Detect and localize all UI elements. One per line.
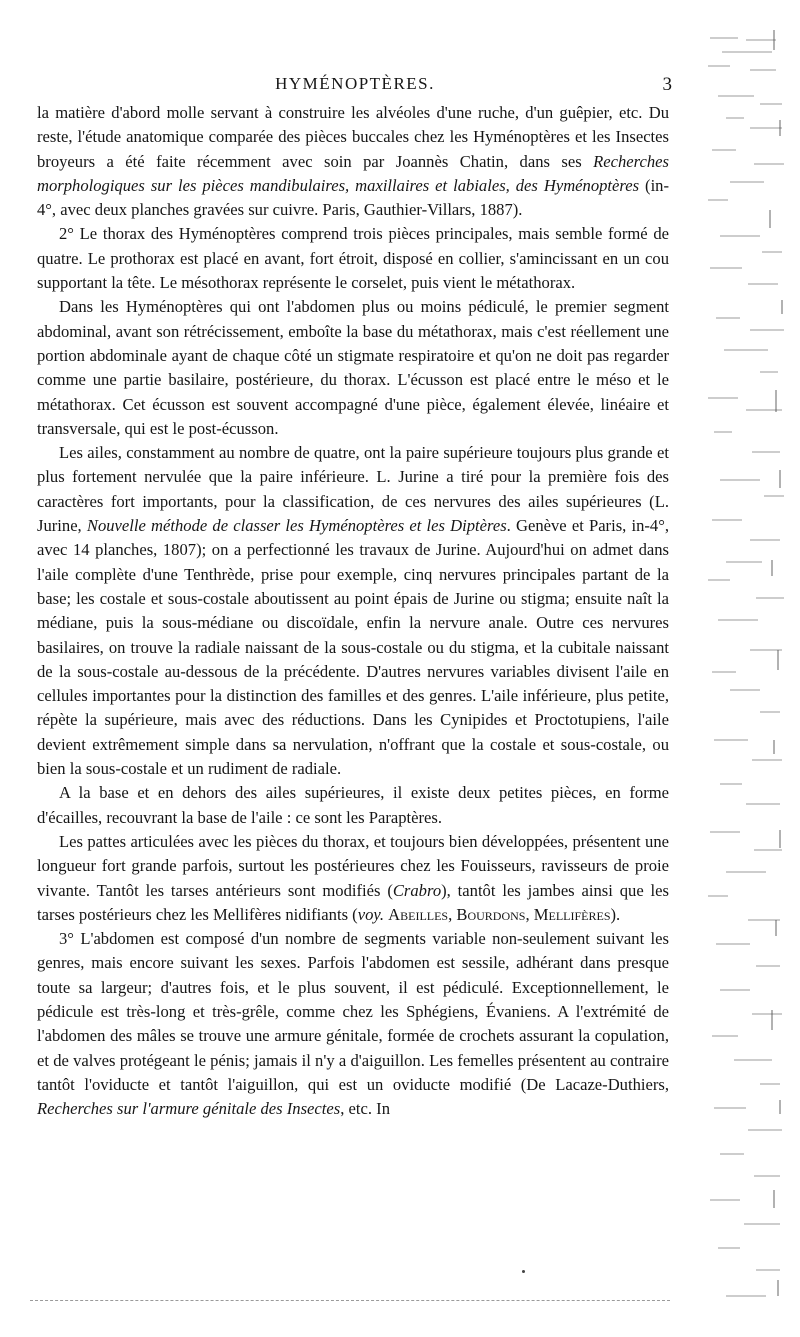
page-bottom-edge: [30, 1300, 670, 1301]
text-run: la matière d'abord molle servant à construire les alvéoles d'une ruche, d'un guêpier, etc. Du reste, l'étude anatomique comparée des pièces buccales chez les Hyménoptères et les Insectes broyeurs a été faite récemment avec soin par Joannès Chatin, dans ses: [37, 103, 669, 171]
page-header: [40, 72, 670, 98]
italic-title: Recherches sur l'armure génitale des Insectes: [37, 1099, 341, 1119]
text-run: ).: [610, 904, 621, 924]
text-run: 2° Le thorax des Hyménoptères comprend trois pièces principales, mais semble formé de quatre. Le prothorax est placé en avant, fort étroit, disposé en collier, s'amincissant en un cou supportant la tête. Le mésothorax représente le corselet, puis vient le métathorax.: [37, 224, 669, 293]
text-run: . Genève et Paris, in-4°, avec 14 planches, 1807); on a perfectionné les travaux de Jurine. Aujourd'hui on admet dans l'aile complète d'une Tenthrède, prise pour exemple, cinq nervures principales partant de la base; les costale et sous-costale aboutissent au point épais de Jurine ou stigma; ensuite naît la médiane, puis la sous-médiane ou discoïdale, enfin la nervure anale. Outre ces nervures basilaires, on trouve la radiale naissant de la sous-costale ou du stigma, et la cubitale naissant de la sous-costale au-dessous de la précédente. D'autres nervures variables divisent l'aile en cellules importantes pour la distinction des familles et des genres. L'aile inférieure, plus petite, répète la supérieure, mais avec des réductions. Dans les Cynipides et Proctotupiens, l'aile devient extrêmement simple dans sa nervulation, n'offrant que la costale et sous-costale, ou bien la sous-costale et un rudiment de radiale.: [37, 516, 669, 779]
running-head: HYMÉNOPTÈRES.: [275, 74, 435, 93]
text-run: Dans les Hyménoptères qui ont l'abdomen plus ou moins pédiculé, le premier segment abdominal, avant son rétrécissement, emboîte la base du métathorax, mais c'est réellement une portion abdominale ayant de chaque côté un stigmate respiratoire et qu'on ne doit pas regarder comme une partie basilaire, postérieure, du thorax. L'écusson est placé entre le méso et le métathorax. Cet écusson est souvent accompagné d'une pièce, également élevée, linéaire et transversale, qui est le post-écusson.: [37, 297, 669, 438]
paragraph: [37, 830, 669, 927]
paragraph: [37, 295, 669, 441]
text-run: , etc. In: [340, 1099, 390, 1119]
italic-title: Recherches morphologiques sur les pièces mandibulaires, maxillaires et labiales, des Hyménoptères: [37, 151, 669, 195]
text-run: ), tantôt les jambes ainsi que les tarses postérieurs chez les Mellifères nidifiants (: [37, 880, 669, 924]
page-number: 3: [662, 74, 672, 95]
text-run: Les ailes, constamment au nombre de quatre, ont la paire supérieure toujours plus grande et plus fortement nervulée que la paire inférieure. L. Jurine a tiré pour la première fois des caractères fort importants, pour la classification, de ces nervures des ailes supérieures (L. Jurine,: [37, 443, 669, 536]
small-caps-reference: Abeilles, Bourdons, Mellifères: [388, 904, 611, 924]
paragraph: [37, 101, 669, 222]
text-run: (in-4°, avec deux planches gravées sur cuivre. Paris, Gauthier-Villars, 1887).: [37, 175, 669, 220]
italic-title: Nouvelle méthode de classer les Hyménoptères et les Diptères: [86, 516, 507, 536]
ink-speck: [522, 1270, 525, 1273]
text-run: A la base et en dehors des ailes supérieures, il existe deux petites pièces, en forme d'écailles, recouvrant la base de l'aile : ce sont les Paraptères.: [37, 783, 669, 827]
text-run: Les pattes articulées avec les pièces du thorax, et toujours bien développées, présentent une longueur fort grande parfois, surtout les postérieures chez les Fouisseurs, ravisseurs de proie vivante. Tantôt les tarses antérieurs sont modifiés (: [37, 831, 669, 900]
italic-title: Crabro: [392, 880, 442, 900]
paragraph: [37, 781, 669, 830]
italic-title: voy.: [357, 904, 384, 924]
body-text: [37, 101, 669, 1121]
paragraph: [37, 222, 669, 295]
paragraph: [37, 441, 669, 781]
scan-noise-graphic: [690, 0, 800, 1332]
paragraph: [37, 927, 669, 1121]
scan-margin-artifacts: [690, 0, 800, 1332]
text-run: 3° L'abdomen est composé d'un nombre de segments variable non-seulement suivant les genres, mais encore suivant les sexes. Parfois l'abdomen est sessile, adhérant dans presque toute sa largeur; d'autres fois, et le plus souvent, il est pédiculé. Exceptionnellement, le pédicule est très-long et très-grêle, comme chez les Sphégiens, Évaniens. A l'extrémité de l'abdomen des mâles se trouve une armure génitale, formée de crochets assurant la copulation, et de valves protégeant le pénis; jamais il n'y a d'aiguillon. Les femelles présentent au contraire tantôt l'oviducte et tantôt l'aiguillon, qui est un oviducte modifié (De Lacaze-Duthiers,: [37, 929, 669, 1094]
